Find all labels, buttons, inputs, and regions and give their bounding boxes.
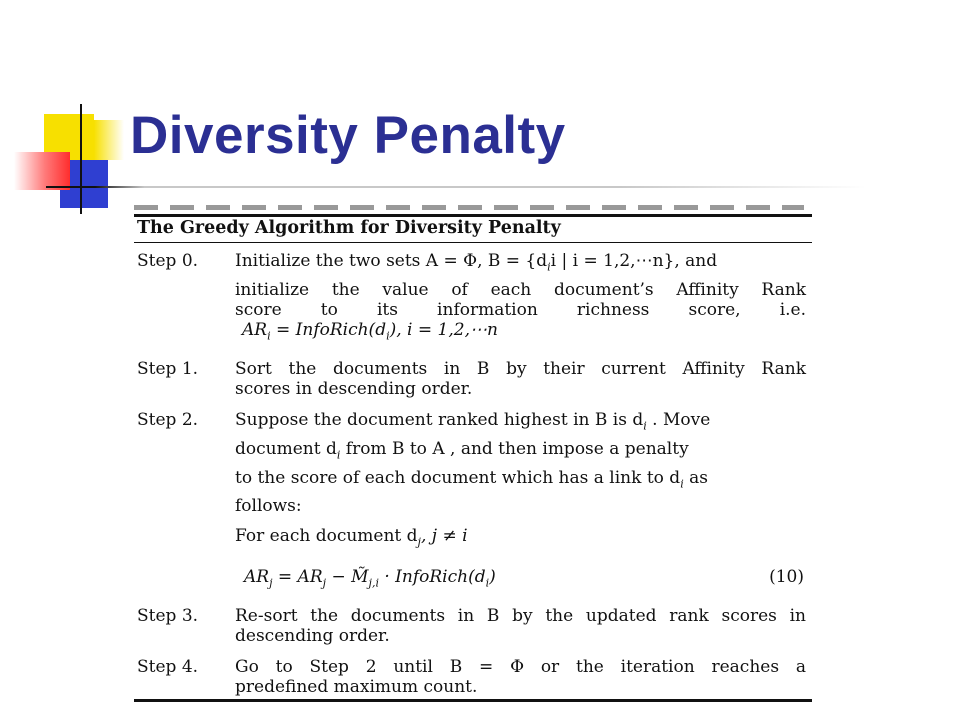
step-2-line-3: to the score of each document which has a link to $d_i$ as [235, 468, 708, 491]
step-0-formula: $AR_i$ = $InfoRich(d_i)$, i = 1,2,⋯n [242, 320, 498, 343]
step-4-line-1: Go to Step 2 until B = Φ or the iteration reaches a [235, 657, 806, 677]
step-2-line-1: Suppose the document ranked highest in B is $d_i$ . Move [235, 410, 711, 433]
step-2-line-2: document $d_i$ from B to A , and then impose a penalty [235, 439, 689, 462]
algorithm-figure [134, 205, 812, 705]
title-underline [46, 186, 866, 188]
step-0-line-3: score to its information richness score, i.e. [235, 300, 806, 320]
algorithm-title: The Greedy Algorithm for Diversity Penalty [137, 218, 561, 238]
step-0-line-1: Initialize the two sets A = Φ, $B = \{d_ii$ | i = 1,2,⋯n}, and [235, 251, 718, 274]
cropped-text-remnant [134, 205, 804, 210]
step-2-line-5: For each document $d_j$, j ≠ i [235, 526, 468, 549]
step-2-line-4: follows: [235, 496, 302, 516]
step-0-line-2: initialize the value of each document’s Affinity Rank [235, 280, 806, 300]
step-1-line-2: scores in descending order. [235, 379, 473, 399]
step-2-equation: $AR_j = AR_j$ − $M̃_{j,i}$ · $InfoRich(d_i)$ [244, 567, 496, 590]
step-4-line-2: predefined maximum count. [235, 677, 478, 697]
step-1-line-1: Sort the documents in B by their current Affinity Rank [235, 359, 806, 379]
logo-yellow-fade [94, 120, 124, 160]
equation-number: (10) [769, 567, 804, 587]
slide-title: Diversity Penalty [130, 106, 566, 165]
figure-bottom-rule [134, 699, 812, 702]
logo-red-square [14, 152, 70, 190]
figure-title-rule [134, 242, 812, 243]
step-1-label: Step 1. [137, 359, 199, 379]
step-0-label: Step 0. [137, 251, 199, 271]
step-4-label: Step 4. [137, 657, 199, 677]
step-3-line-2: descending order. [235, 626, 390, 646]
step-2-label: Step 2. [137, 410, 199, 430]
step-3-label: Step 3. [137, 606, 199, 626]
step-3-line-1: Re-sort the documents in B by the updated rank scores in [235, 606, 806, 626]
figure-top-rule [134, 214, 812, 217]
logo-vertical-line [80, 104, 82, 214]
